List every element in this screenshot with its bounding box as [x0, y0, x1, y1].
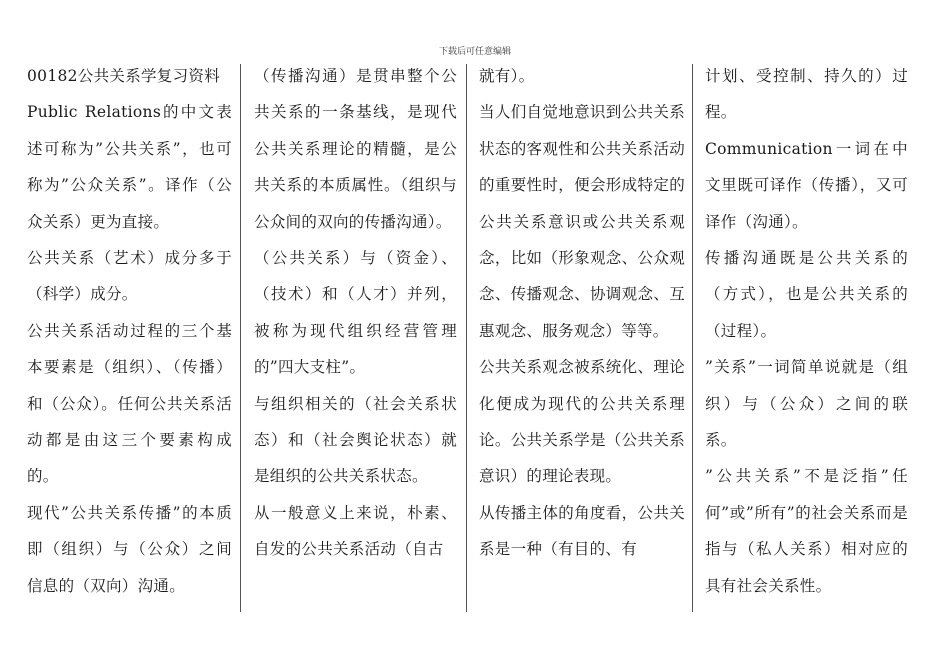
paragraph: 公共关系（艺术）成分多于（科学）成分。	[27, 249, 232, 304]
paragraph: 从一般意义上来说，朴素、自发的公共关系活动（自古	[254, 503, 457, 559]
column-divider	[692, 64, 693, 612]
paragraph: 传播沟通既是公共关系的（方式），也是公共关系的（过程）。	[705, 249, 908, 340]
text-column-4	[705, 58, 908, 624]
paragraph: 计划、受控制、持久的）过程。	[705, 67, 908, 122]
text-column-2	[254, 58, 457, 624]
paragraph: 与组织相关的（社会关系状态）和（社会舆论状态）就是组织的公共关系状态。	[254, 394, 457, 486]
text-column-1	[27, 58, 232, 624]
page-header: 下载后可任意编辑	[438, 47, 511, 57]
paragraph: 从传播主体的角度看，公共关系是一种（有目的、有	[479, 503, 685, 559]
paragraph: Communication一词在中文里既可译作（传播），又可译作（沟通）。	[705, 139, 908, 231]
paragraph: 公共关系活动过程的三个基本要素是（组织）、（传播）和（公众）。任何公共关系活动都是由这三个要素构成的。	[27, 321, 232, 486]
text-column-3	[479, 58, 685, 624]
paragraph: 就有）。	[479, 67, 535, 85]
paragraph: 当人们自觉地意识到公共关系状态的客观性和公共关系活动的重要性时，便会形成特定的公共关系意识或公共关系观念，比如（形象观念、公众观念、传播观念、协调观念、互惠观念、服务观念）等等。	[479, 103, 685, 340]
paragraph: 公共关系观念被系统化、理论化便成为现代的公共关系理论。公共关系学是（公共关系意识）的理论表现。	[479, 358, 685, 486]
paragraph: ”公共关系”不是泛指”任何”或”所有”的社会关系而是指与（私人关系）相对应的具有社会关系性。	[705, 467, 908, 595]
paragraph: 现代”公共关系传播”的本质即（组织）与（公众）之间信息的（双向）沟通。	[27, 503, 232, 595]
column-divider	[466, 64, 467, 612]
column-divider	[240, 64, 241, 612]
paragraph: （公共关系）与（资金）、（技术）和（人才）并列，被称为现代组织经营管理的”四大支柱”。	[254, 249, 457, 377]
paragraph: （传播沟通）是贯串整个公共关系的一条基线，是现代公共关系理论的精髓，是公共关系的本质属性。（组织与公众间的双向的传播沟通）。	[254, 67, 457, 231]
paragraph: ”关系”一词简单说就是（组织）与（公众）之间的联系。	[705, 358, 908, 450]
paragraph: Public Relations的中文表述可称为”公共关系”，也可称为”公众关系”。译作（公众关系）更为直接。	[27, 103, 232, 231]
paragraph: 00182公共关系学复习资料	[27, 67, 221, 85]
